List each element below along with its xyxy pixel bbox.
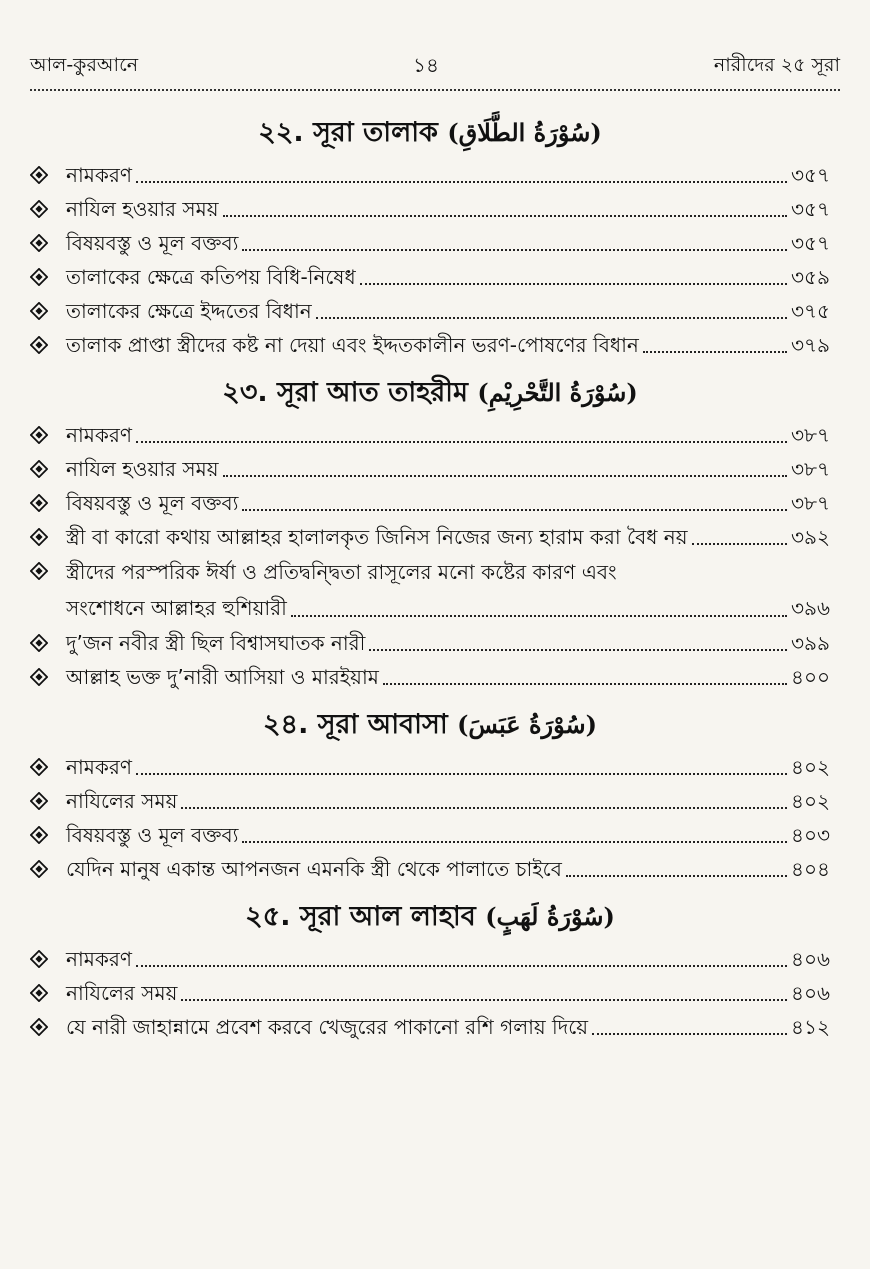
- dot-leader: [242, 509, 787, 511]
- entry-page-number: ৪০৬: [791, 947, 830, 971]
- entry-page-number: ৩৮৭: [791, 491, 830, 515]
- entry-title: নাযিল হওয়ার সময়: [66, 457, 219, 481]
- entry-title: তালাক প্রাপ্তা স্ত্রীদের কষ্ট না দেয়া এবং ইদ্দতকালীন ভরণ-পোষণের বিধান: [66, 333, 639, 357]
- diamond-bullet-icon: [30, 626, 66, 660]
- dot-leader: [242, 841, 787, 843]
- toc-entry[interactable]: [30, 418, 830, 452]
- toc-entry[interactable]: [30, 328, 830, 362]
- diamond-bullet-icon: [30, 976, 66, 1010]
- toc-entry[interactable]: [30, 226, 830, 260]
- diamond-bullet-icon: [30, 1010, 66, 1044]
- toc-entry[interactable]: [30, 192, 830, 226]
- section-spacer: [30, 1044, 830, 1050]
- entry-title: আল্লাহ ভক্ত দু’নারী আসিয়া ও মারইয়াম: [66, 665, 379, 689]
- header-divider: [30, 89, 840, 91]
- section-title-bengali: ২৫. সূরা আল লাহাব: [245, 901, 476, 932]
- section-heading: [30, 700, 830, 750]
- diamond-bullet-icon: [30, 158, 66, 192]
- entry-title: নাযিলের সময়: [66, 981, 178, 1005]
- entry-page-number: ৪০০: [791, 665, 830, 689]
- toc-entry[interactable]: [30, 784, 830, 818]
- entry-page-number: ৩৫৭: [791, 163, 830, 187]
- diamond-bullet-icon: [30, 784, 66, 818]
- dot-leader: [136, 965, 787, 967]
- entry-page-number: ৩৯৯: [791, 631, 830, 655]
- entry-title: নামকরণ: [66, 947, 132, 971]
- entry-title: তালাকের ক্ষেত্রে ইদ্দতের বিধান: [66, 299, 312, 323]
- section-title-arabic: (سُوْرَةُ الطَّلَاقِ): [447, 118, 602, 147]
- dot-leader: [316, 317, 787, 319]
- dot-leader: [643, 351, 787, 353]
- dot-leader: [566, 875, 787, 877]
- entry-page-number: ৩৯২: [791, 525, 830, 549]
- dot-leader: [223, 475, 787, 477]
- diamond-bullet-icon: [30, 418, 66, 452]
- entry-page-number: ৩৮৭: [791, 457, 830, 481]
- section-heading: [30, 368, 830, 418]
- dot-leader: [223, 215, 787, 217]
- entry-page-number: ৩৮৭: [791, 423, 830, 447]
- entry-title: নাযিলের সময়: [66, 789, 178, 813]
- entry-page-number: ৩৭৯: [791, 333, 830, 357]
- section-title-arabic: (سُوْرَةُ التَّحْرِيْمِ): [477, 378, 638, 407]
- section-heading: [30, 892, 830, 942]
- toc-entry[interactable]: [30, 520, 830, 554]
- entry-title: তালাকের ক্ষেত্রে কতিপয় বিধি-নিষেধ: [66, 265, 356, 289]
- entry-page-number: ৩৫৯: [791, 265, 830, 289]
- diamond-bullet-icon: [30, 328, 66, 362]
- section-heading: [30, 108, 830, 158]
- entry-title: স্ত্রী বা কারো কথায় আল্লাহর হালালকৃত জিনিস নিজের জন্য হারাম করা বৈধ নয়: [66, 525, 688, 549]
- diamond-bullet-icon: [30, 294, 66, 328]
- section-title-bengali: ২২. সূরা তালাক: [258, 117, 438, 148]
- entry-page-number: ৪১২: [791, 1015, 830, 1039]
- entry-title: যে নারী জাহান্নামে প্রবেশ করবে খেজুরের পাকানো রশি গলায় দিয়ে: [66, 1015, 589, 1039]
- dot-leader: [181, 807, 787, 809]
- toc-entry[interactable]: [30, 158, 830, 192]
- dot-leader: [291, 615, 787, 617]
- page-header: [30, 50, 840, 84]
- toc-entry[interactable]: [30, 750, 830, 784]
- entry-page-number: ৪০৩: [791, 823, 830, 847]
- dot-leader: [592, 1033, 787, 1035]
- toc-entry[interactable]: [30, 660, 830, 694]
- diamond-bullet-icon: [30, 942, 66, 976]
- dot-leader: [692, 543, 788, 545]
- toc-entry[interactable]: [30, 294, 830, 328]
- section-title-arabic: (سُوْرَةُ عَبَسَ): [457, 710, 597, 739]
- diamond-bullet-icon: [30, 554, 66, 588]
- toc-section: [30, 892, 830, 1050]
- section-title-arabic: (سُوْرَةُ لَهَبٍ): [485, 902, 615, 931]
- toc-entry[interactable]: [30, 1010, 830, 1044]
- entry-page-number: ৩৫৭: [791, 197, 830, 221]
- diamond-bullet-icon: [30, 192, 66, 226]
- entry-title: নামকরণ: [66, 423, 132, 447]
- dot-leader: [136, 441, 787, 443]
- dot-leader: [383, 683, 787, 685]
- toc-section: [30, 108, 830, 368]
- diamond-bullet-icon: [30, 260, 66, 294]
- diamond-bullet-icon: [30, 452, 66, 486]
- diamond-bullet-icon: [30, 660, 66, 694]
- table-of-contents: [30, 108, 830, 1050]
- section-title-bengali: ২৩. সূরা আত তাহরীম: [222, 377, 468, 408]
- toc-entry[interactable]: [30, 452, 830, 486]
- entry-title: নাযিল হওয়ার সময়: [66, 197, 219, 221]
- toc-entry[interactable]: [30, 942, 830, 976]
- entry-page-number: ৪০৪: [791, 857, 830, 881]
- entry-page-number: ৪০৬: [791, 981, 830, 1005]
- section-title-bengali: ২৪. সূরা আবাসা: [263, 709, 448, 740]
- diamond-bullet-icon: [30, 818, 66, 852]
- entry-title: নামকরণ: [66, 163, 132, 187]
- header-chapter-title: নারীদের ২৫ সূরা: [713, 54, 840, 76]
- diamond-bullet-icon: [30, 486, 66, 520]
- diamond-bullet-icon: [30, 226, 66, 260]
- entry-title: যেদিন মানুষ একান্ত আপনজন এমনকি স্ত্রী থেকে পালাতে চাইবে: [66, 857, 562, 881]
- entry-title: দু’জন নবীর স্ত্রী ছিল বিশ্বাসঘাতক নারী: [66, 631, 366, 655]
- diamond-bullet-icon: [30, 750, 66, 784]
- dot-leader: [360, 283, 787, 285]
- entry-title-line1: স্ত্রীদের পরস্পরিক ঈর্ষা ও প্রতিদ্বন্দ্বিতা রাসূলের মনো কষ্টের কারণ এবং: [66, 560, 617, 584]
- entry-page-number: ৩৫৭: [791, 231, 830, 255]
- entry-page-number: ৪০২: [791, 755, 830, 779]
- entry-page-number: ৪০২: [791, 789, 830, 813]
- dot-leader: [136, 773, 787, 775]
- toc-entry[interactable]: [30, 554, 830, 626]
- dot-leader: [369, 649, 787, 651]
- toc-entry[interactable]: [30, 818, 830, 852]
- entry-title-line2: সংশোধনে আল্লাহর হুশিয়ারী: [66, 596, 287, 620]
- dot-leader: [242, 249, 787, 251]
- toc-section: [30, 700, 830, 892]
- entry-page-number: ৩৯৬: [791, 596, 830, 620]
- toc-entry[interactable]: [30, 260, 830, 294]
- toc-entry[interactable]: [30, 976, 830, 1010]
- header-book-title: আল-কুরআনে: [30, 54, 139, 76]
- entry-title: নামকরণ: [66, 755, 132, 779]
- header-page-number: ১৪: [413, 52, 439, 77]
- toc-entry[interactable]: [30, 852, 830, 886]
- diamond-bullet-icon: [30, 520, 66, 554]
- entry-title: বিষয়বস্তু ও মূল বক্তব্য: [66, 491, 239, 515]
- entry-page-number: ৩৭৫: [791, 299, 830, 323]
- entry-title: বিষয়বস্তু ও মূল বক্তব্য: [66, 231, 239, 255]
- toc-entry[interactable]: [30, 626, 830, 660]
- toc-entry[interactable]: [30, 486, 830, 520]
- dot-leader: [181, 999, 787, 1001]
- dot-leader: [136, 181, 787, 183]
- toc-section: [30, 368, 830, 700]
- diamond-bullet-icon: [30, 852, 66, 886]
- entry-title: বিষয়বস্তু ও মূল বক্তব্য: [66, 823, 239, 847]
